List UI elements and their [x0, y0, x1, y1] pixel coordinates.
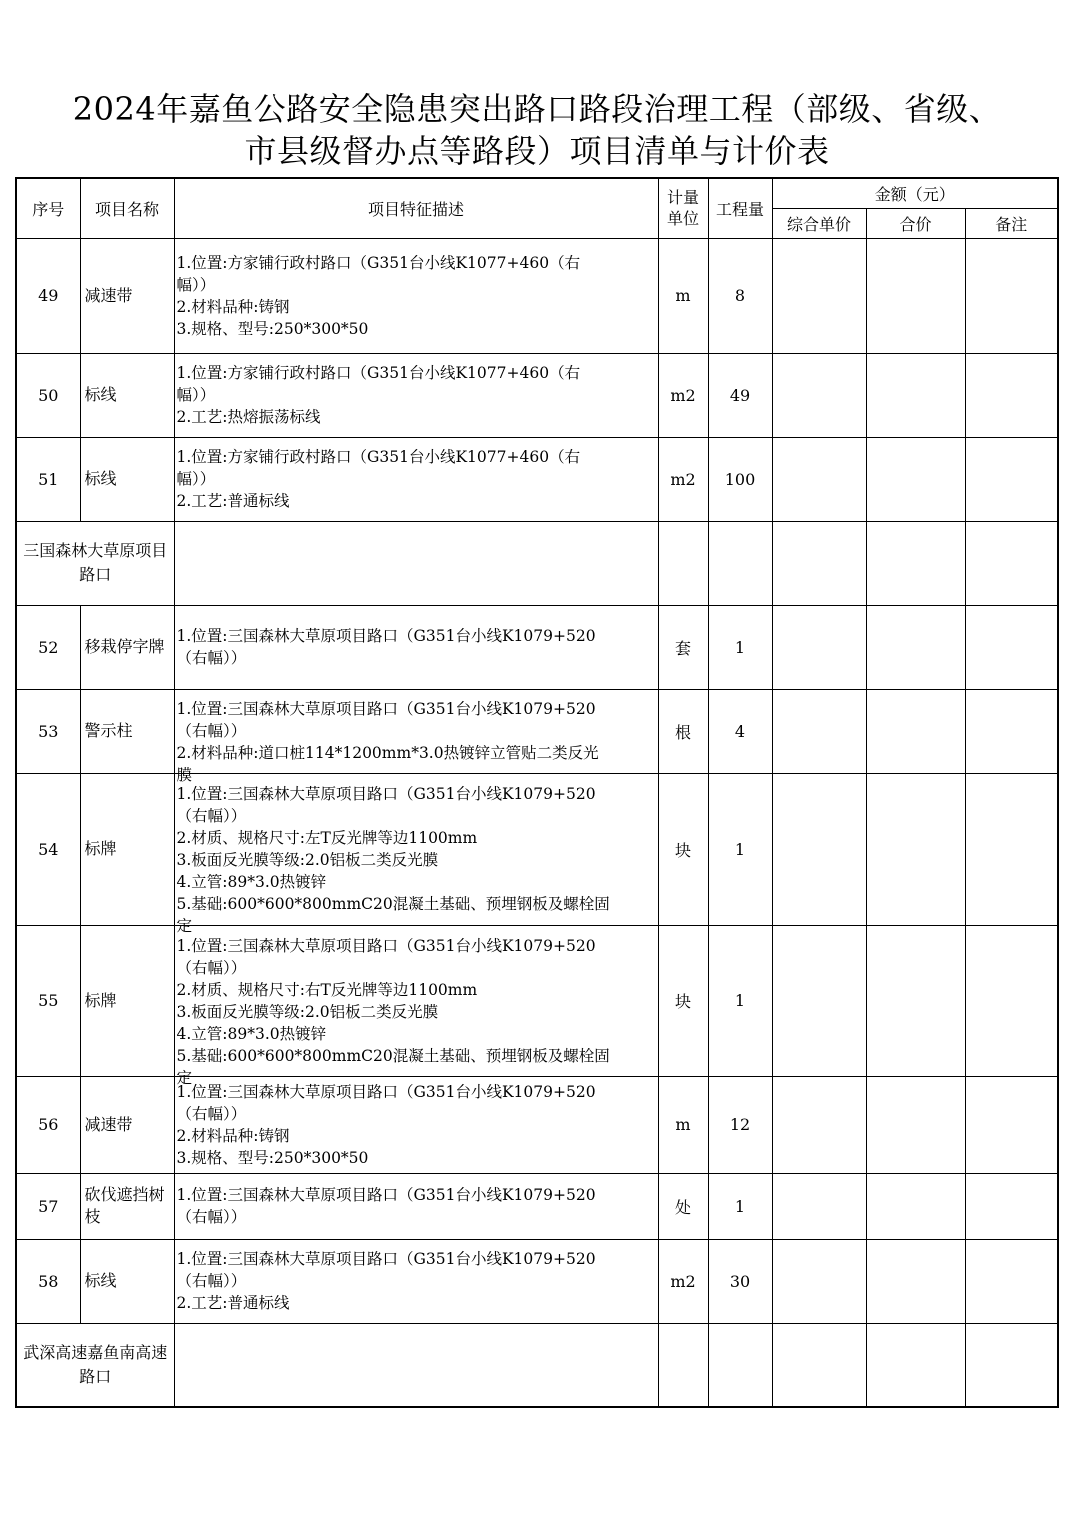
empty-cell: [965, 521, 1058, 605]
header-unit-line-2: 单位: [666, 209, 699, 229]
desc-line: 1.位置:三国森林大草原项目路口（G351台小线K1079+520: [176, 1186, 596, 1204]
row-unit: m: [658, 238, 708, 353]
row-unit: m: [658, 1076, 708, 1173]
desc-text: [177, 1248, 656, 1314]
desc-line: （右幅））: [176, 649, 247, 667]
row-name: 标线: [80, 1239, 174, 1323]
row-total: [866, 353, 965, 437]
row-desc: [174, 1239, 658, 1323]
row-seq: 50: [16, 353, 80, 437]
row-name: 砍伐遮挡树枝: [80, 1173, 174, 1239]
row-desc: [174, 1076, 658, 1173]
row-unit: m2: [658, 353, 708, 437]
row-qty: 1: [708, 1173, 772, 1239]
title-line-1: 2024年嘉鱼公路安全隐患突出路口路段治理工程（部级、省级、: [72, 90, 1002, 128]
section-row: [16, 1323, 1058, 1407]
table-row: [16, 1076, 1058, 1173]
empty-cell: [658, 521, 708, 605]
title-line-2: 市县级督办点等路段）项目清单与计价表: [244, 132, 830, 170]
row-seq: 55: [16, 925, 80, 1076]
empty-cell: [866, 1323, 965, 1407]
row-note: [965, 689, 1058, 773]
empty-cell: [965, 1323, 1058, 1407]
row-unit-price: [772, 238, 866, 353]
row-qty: 100: [708, 437, 772, 521]
row-name: 减速带: [80, 238, 174, 353]
row-unit-price: [772, 925, 866, 1076]
row-name: 标线: [80, 437, 174, 521]
desc-line: 1.位置:三国森林大草原项目路口（G351台小线K1079+520: [176, 1082, 596, 1101]
row-note: [965, 605, 1058, 689]
empty-cell: [174, 1323, 658, 1407]
desc-line: 1.位置:三国森林大草原项目路口（G351台小线K1079+520: [176, 785, 596, 803]
row-note: [965, 353, 1058, 437]
row-note: [965, 238, 1058, 353]
row-unit-price: [772, 1239, 866, 1323]
row-desc: [174, 689, 658, 784]
empty-cell: [658, 1323, 708, 1407]
row-seq: 49: [16, 238, 80, 353]
section-row: [16, 521, 1058, 605]
section-title: 武深高速嘉鱼南高速路口: [16, 1323, 174, 1407]
desc-line: 3.规格、型号:250*300*50: [176, 1148, 369, 1167]
desc-line: 2.工艺:热熔振荡标线: [176, 408, 321, 426]
desc-line: 5.基础:600*600*800mmC20混凝土基础、预埋钢板及螺栓固: [176, 1046, 610, 1065]
row-name: 减速带: [80, 1076, 174, 1173]
desc-line: （右幅））: [176, 1104, 247, 1123]
header-qty: 工程量: [708, 178, 772, 238]
desc-text: [176, 783, 656, 935]
row-total: [866, 238, 965, 353]
desc-line: 4.立管:89*3.0热镀锌: [176, 1024, 327, 1043]
table-row: [16, 353, 1058, 437]
empty-cell: [772, 1323, 866, 1407]
desc-line: （右幅））: [176, 1272, 247, 1290]
row-unit-price: [772, 773, 866, 925]
desc-line: 1.位置:三国森林大草原项目路口（G351台小线K1079+520: [176, 936, 596, 955]
empty-cell: [866, 521, 965, 605]
row-unit: 块: [658, 925, 708, 1076]
row-total: [866, 925, 965, 1076]
desc-line: 2.工艺:普通标线: [176, 492, 290, 510]
row-unit: m2: [658, 1239, 708, 1323]
row-total: [866, 1173, 965, 1239]
page-title: [0, 88, 1074, 172]
row-seq: 54: [16, 773, 80, 925]
row-desc: [174, 925, 658, 1087]
desc-line: 1.位置:三国森林大草原项目路口（G351台小线K1079+520: [176, 1250, 596, 1268]
table-row: [16, 1173, 1058, 1239]
row-desc: [174, 605, 658, 689]
bill-of-quantities-table: [15, 177, 1059, 1408]
row-qty: 12: [708, 1076, 772, 1173]
row-total: [866, 689, 965, 773]
row-desc: [174, 437, 658, 521]
row-qty: 1: [708, 773, 772, 925]
table-row: [16, 689, 1058, 773]
desc-line: 5.基础:600*600*800mmC20混凝土基础、预埋钢板及螺栓固: [176, 895, 610, 913]
header-unit-line-1: 计量: [666, 188, 699, 208]
desc-text: [176, 935, 656, 1087]
header-desc: 项目特征描述: [174, 178, 658, 238]
empty-cell: [708, 521, 772, 605]
row-desc: [174, 238, 658, 353]
desc-line: 4.立管:89*3.0热镀锌: [176, 873, 327, 891]
header-amount: 金额（元）: [772, 178, 1058, 208]
row-seq: 58: [16, 1239, 80, 1323]
row-desc: [174, 773, 658, 935]
desc-line: （右幅））: [176, 722, 247, 740]
row-name: 警示柱: [80, 689, 174, 773]
desc-line: 1.位置:方家铺行政村路口（G351台小线K1077+460（右: [176, 448, 581, 466]
empty-cell: [174, 521, 658, 605]
desc-line: （右幅））: [176, 807, 247, 825]
row-unit: 块: [658, 773, 708, 925]
row-qty: 49: [708, 353, 772, 437]
desc-line: 2.材料品种:道口桩114*1200mm*3.0热镀锌立管贴二类反光: [176, 744, 599, 762]
row-qty: 8: [708, 238, 772, 353]
row-seq: 57: [16, 1173, 80, 1239]
row-seq: 53: [16, 689, 80, 773]
header-note: 备注: [965, 208, 1058, 238]
table-body: [16, 238, 1058, 1407]
desc-line: 2.材质、规格尺寸:左T反光牌等边1100mm: [176, 829, 478, 847]
header-name: 项目名称: [80, 178, 174, 238]
empty-cell: [772, 521, 866, 605]
table-row: [16, 605, 1058, 689]
table-row: [16, 773, 1058, 925]
row-unit-price: [772, 437, 866, 521]
table-row: [16, 925, 1058, 1076]
desc-line: （右幅））: [176, 958, 247, 977]
desc-line: 3.板面反光膜等级:2.0铝板二类反光膜: [176, 1002, 439, 1021]
desc-line: 幅））: [176, 470, 216, 488]
row-unit: 根: [658, 689, 708, 773]
row-unit: 套: [658, 605, 708, 689]
row-note: [965, 1173, 1058, 1239]
row-note: [965, 1239, 1058, 1323]
row-name: 标牌: [80, 925, 174, 1076]
row-desc: [174, 1173, 658, 1239]
desc-line: 2.材质、规格尺寸:右T反光牌等边1100mm: [176, 980, 478, 999]
header-unit-price: 综合单价: [772, 208, 866, 238]
desc-line: （右幅））: [176, 1208, 247, 1226]
desc-line: 定: [176, 1068, 193, 1087]
table-row: [16, 437, 1058, 521]
row-total: [866, 605, 965, 689]
desc-line: 幅））: [176, 386, 216, 404]
desc-text: [177, 625, 656, 669]
table-row: [16, 238, 1058, 353]
desc-line: 2.材料品种:铸钢: [176, 1126, 290, 1145]
row-unit: m2: [658, 437, 708, 521]
section-title: 三国森林大草原项目路口: [16, 521, 174, 605]
header-unit: [658, 178, 708, 238]
row-seq: 52: [16, 605, 80, 689]
row-total: [866, 1239, 965, 1323]
empty-cell: [708, 1323, 772, 1407]
row-note: [965, 437, 1058, 521]
desc-line: 3.规格、型号:250*300*50: [176, 319, 369, 338]
desc-line: 定: [176, 917, 193, 935]
row-name: 标牌: [80, 773, 174, 925]
row-seq: 56: [16, 1076, 80, 1173]
row-unit-price: [772, 689, 866, 773]
row-unit: 处: [658, 1173, 708, 1239]
desc-text: [176, 698, 656, 784]
row-note: [965, 1076, 1058, 1173]
header-seq: 序号: [16, 178, 80, 238]
header-total: 合价: [866, 208, 965, 238]
row-note: [965, 925, 1058, 1076]
row-qty: 4: [708, 689, 772, 773]
desc-text: [177, 1081, 656, 1169]
desc-line: 1.位置:三国森林大草原项目路口（G351台小线K1079+520: [176, 627, 596, 645]
desc-line: 3.板面反光膜等级:2.0铝板二类反光膜: [176, 851, 439, 869]
desc-text: [177, 362, 656, 428]
desc-text: [177, 1184, 656, 1228]
row-total: [866, 773, 965, 925]
row-qty: 30: [708, 1239, 772, 1323]
desc-text: [177, 252, 656, 340]
row-desc: [174, 353, 658, 437]
row-name: 标线: [80, 353, 174, 437]
row-unit-price: [772, 605, 866, 689]
row-unit-price: [772, 1076, 866, 1173]
desc-line: 1.位置:方家铺行政村路口（G351台小线K1077+460（右: [176, 253, 581, 272]
row-unit-price: [772, 1173, 866, 1239]
desc-line: 膜: [176, 766, 193, 784]
row-total: [866, 437, 965, 521]
row-qty: 1: [708, 925, 772, 1076]
row-qty: 1: [708, 605, 772, 689]
row-total: [866, 1076, 965, 1173]
row-note: [965, 773, 1058, 925]
desc-line: 1.位置:三国森林大草原项目路口（G351台小线K1079+520: [176, 700, 596, 718]
table-row: [16, 1239, 1058, 1323]
desc-text: [177, 446, 656, 512]
row-name: 移栽停字牌: [80, 605, 174, 689]
desc-line: 2.材料品种:铸钢: [176, 297, 290, 316]
row-seq: 51: [16, 437, 80, 521]
desc-line: 1.位置:方家铺行政村路口（G351台小线K1077+460（右: [176, 364, 581, 382]
desc-line: 幅））: [176, 275, 216, 294]
desc-line: 2.工艺:普通标线: [176, 1294, 290, 1312]
row-unit-price: [772, 353, 866, 437]
